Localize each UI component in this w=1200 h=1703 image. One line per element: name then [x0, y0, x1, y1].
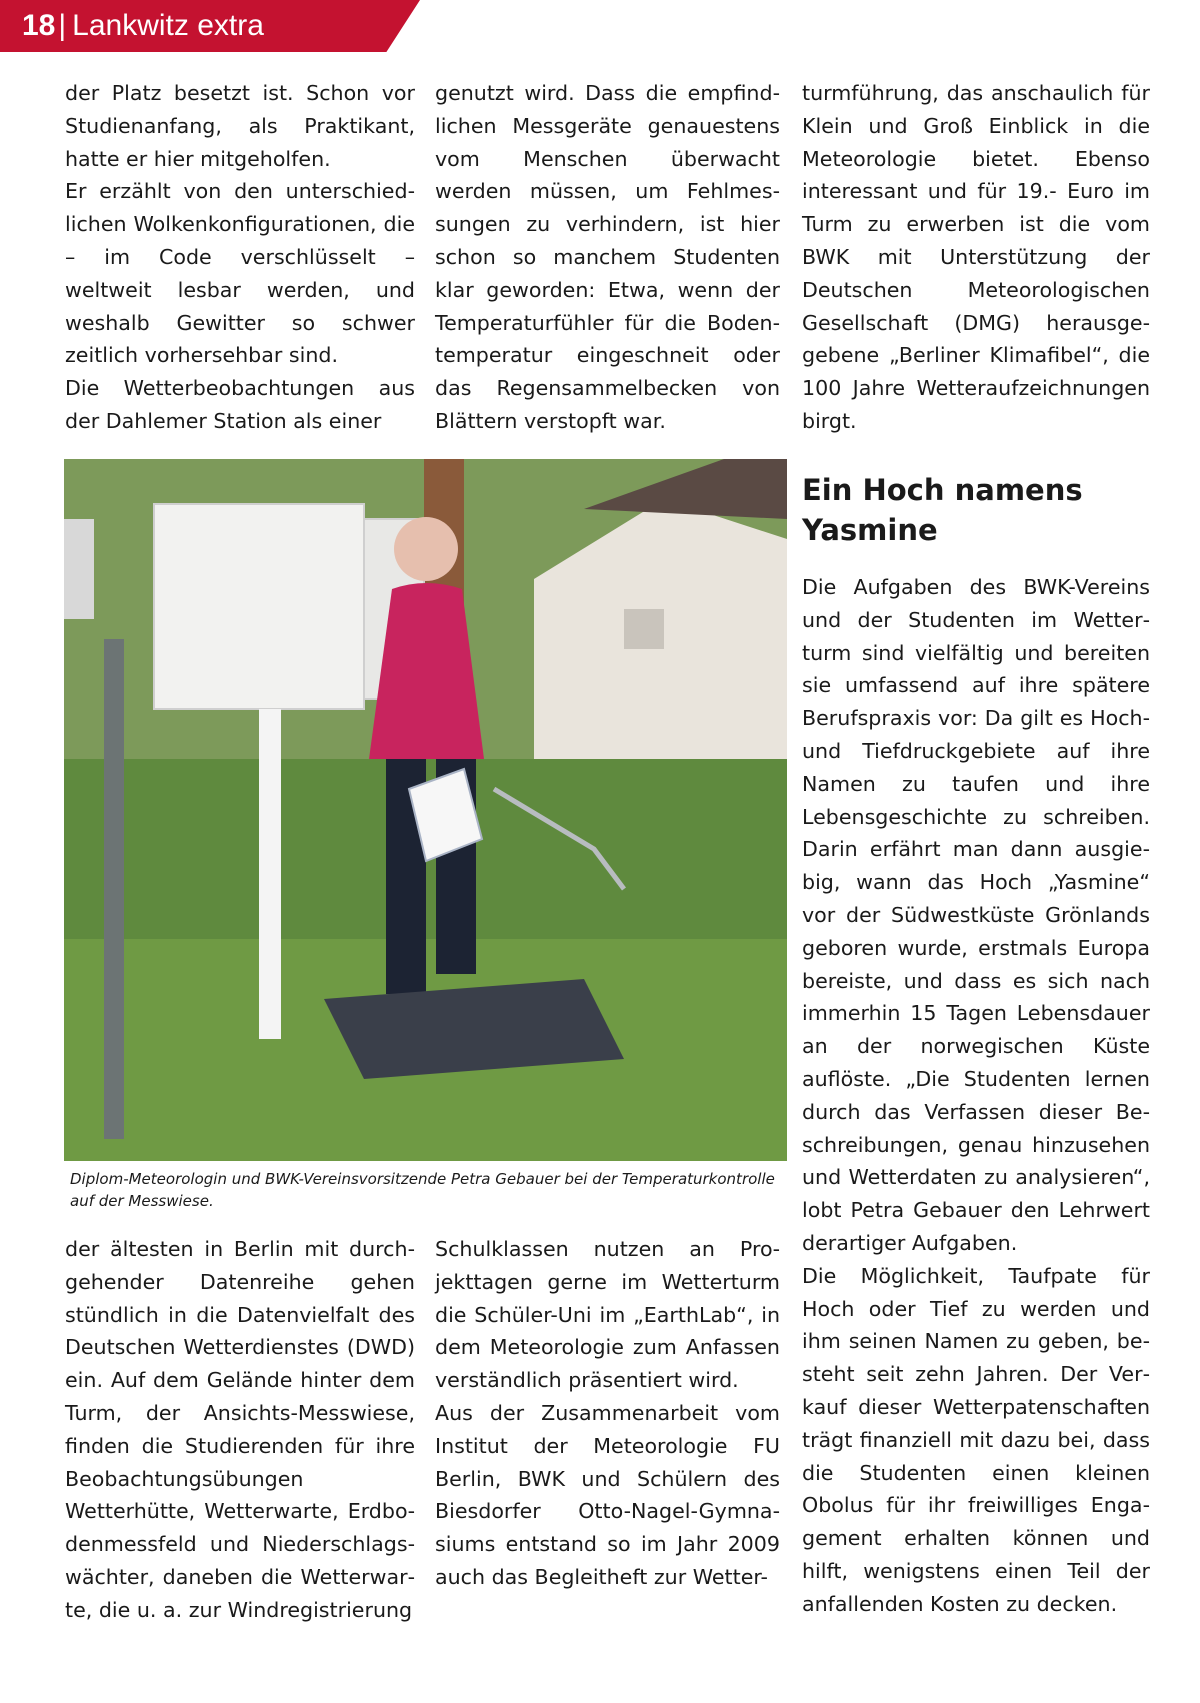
- instrument-mast: [104, 639, 124, 1139]
- paragraph: Die Möglichkeit, Taufpate für Hoch oder Tief zu werden und ihm seinen Namen zu geben, besteht seit zehn Jahren. Der Verkauf dieser Wetterpatenschaften trägt finanziell mit dazu bei, dass die Studenten einen kleinen Obolus für ihr freiwilliges Engagement erhalten können und hilft, wenigstens einen Teil der anfallenden Kosten zu decken.: [802, 1263, 1150, 1616]
- paragraph: Aus der Zusammenarbeit vom Institut der Meteorologie FU Berlin, BWK und Schülern des Biesdorfer Otto-Nagel-Gymnasiums entstand so im Jahr 2009 auch das Begleitheft zur Wetter-: [435, 1400, 780, 1589]
- paragraph: Schulklassen nutzen an Projekttagen gerne im Wetterturm die Schüler-Uni im „EarthLab“, in dem Meteorologie zum Anfassen verständlich präsentiert wird.: [435, 1237, 780, 1393]
- article-column-2-bottom: [435, 1233, 780, 1594]
- page-number: 18: [22, 9, 56, 42]
- section-header: [22, 8, 264, 44]
- house-window: [624, 609, 664, 649]
- photo-caption: Diplom-Meteorologin und BWK-Vereinsvorsitzende Petra Gebauer bei der Temperaturkontrolle auf der Messwiese.: [70, 1170, 775, 1210]
- article-column-3-bottom: [802, 571, 1150, 1621]
- article-column-1-top: [65, 77, 415, 438]
- photo-illustration: [64, 459, 787, 1161]
- article-column-1-bottom: [65, 1233, 415, 1627]
- article-column-3-top: [802, 77, 1150, 438]
- article-subheading: Ein Hoch namens Yasmine: [802, 473, 1083, 547]
- paragraph: der Platz besetzt ist. Schon vor Studienanfang, als Praktikant, hatte er hier mitgeholfen.: [65, 81, 415, 171]
- paragraph: Er erzählt von den unterschiedlichen Wolkenkonfigurationen, die – im Code verschlüsselt – weltweit lesbar werden, und weshalb Gewitter so schwer zeitlich vorhersehbar sind.: [65, 179, 415, 368]
- paragraph: der ältesten in Berlin mit durchgehender Datenreihe gehen stündlich in die Datenvielfalt des Deutschen Wetterdienstes (DWD) ein. Auf dem Gelände hinter dem Turm, der Ansichts-Messwiese, finden die Studierenden für ihre Beobachtungsübungen Wetterhütte, Wetterwarte, Erdbodenmessfeld und Niederschlagswächter, daneben die Wetterwarte, die u. a. zur Windregistrierung: [65, 1237, 415, 1622]
- paragraph: Die Wetterbeobachtungen aus der Dahlemer Station als einer: [65, 376, 415, 433]
- weather-hut-post: [259, 709, 281, 1039]
- header-separator: |: [58, 9, 67, 42]
- weather-hut: [154, 504, 364, 709]
- article-column-2-top: [435, 77, 780, 438]
- article-photo: [64, 459, 787, 1161]
- paragraph: genutzt wird. Dass die empfindlichen Messgeräte genauestens vom Menschen überwacht werden müssen, um Fehlmessungen zu verhindern, ist hier schon so manchem Studenten klar geworden: Etwa, wenn der Temperaturfühler für die Bodentemperatur eingeschneit oder das Regensammelbecken von Blättern verstopft war.: [435, 81, 780, 433]
- section-title: Lankwitz extra: [72, 9, 264, 42]
- paragraph: Die Aufgaben des BWK-Vereins und der Studenten im Wetterturm sind vielfältig und bereiten sie umfassend auf ihre spätere Berufspraxis vor: Da gilt es Hoch- und Tiefdruckgebiete auf ihre Namen zu taufen und ihre Lebensgeschichte zu schreiben. Darin erfährt man dann ausgiebig, wann das Hoch „Yasmine“ vor der Südwestküste Grönlands geboren wurde, erstmals Europa bereiste, und dass es sich nach immerhin 15 Tagen Lebensdauer an der norwegischen Küste auflöste. „Die Studenten lernen durch das Verfassen dieser Beschreibungen, genau hinzusehen und Wetterdaten zu analysieren“, lobt Petra Gebauer den Lehrwert derartiger Aufgaben.: [802, 575, 1150, 1255]
- paragraph: turmführung, das anschaulich für Klein und Groß Einblick in die Meteorologie bietet. Ebenso interessant und für 19.- Euro im Turm zu erwerben ist die vom BWK mit Unterstützung der Deutschen Meteorologischen Gesellschaft (DMG) herausgegebene „Berliner Klimafibel“, die 100 Jahre Wetteraufzeichnungen birgt.: [802, 81, 1150, 433]
- instrument-housing: [64, 519, 94, 619]
- person-head: [394, 517, 458, 581]
